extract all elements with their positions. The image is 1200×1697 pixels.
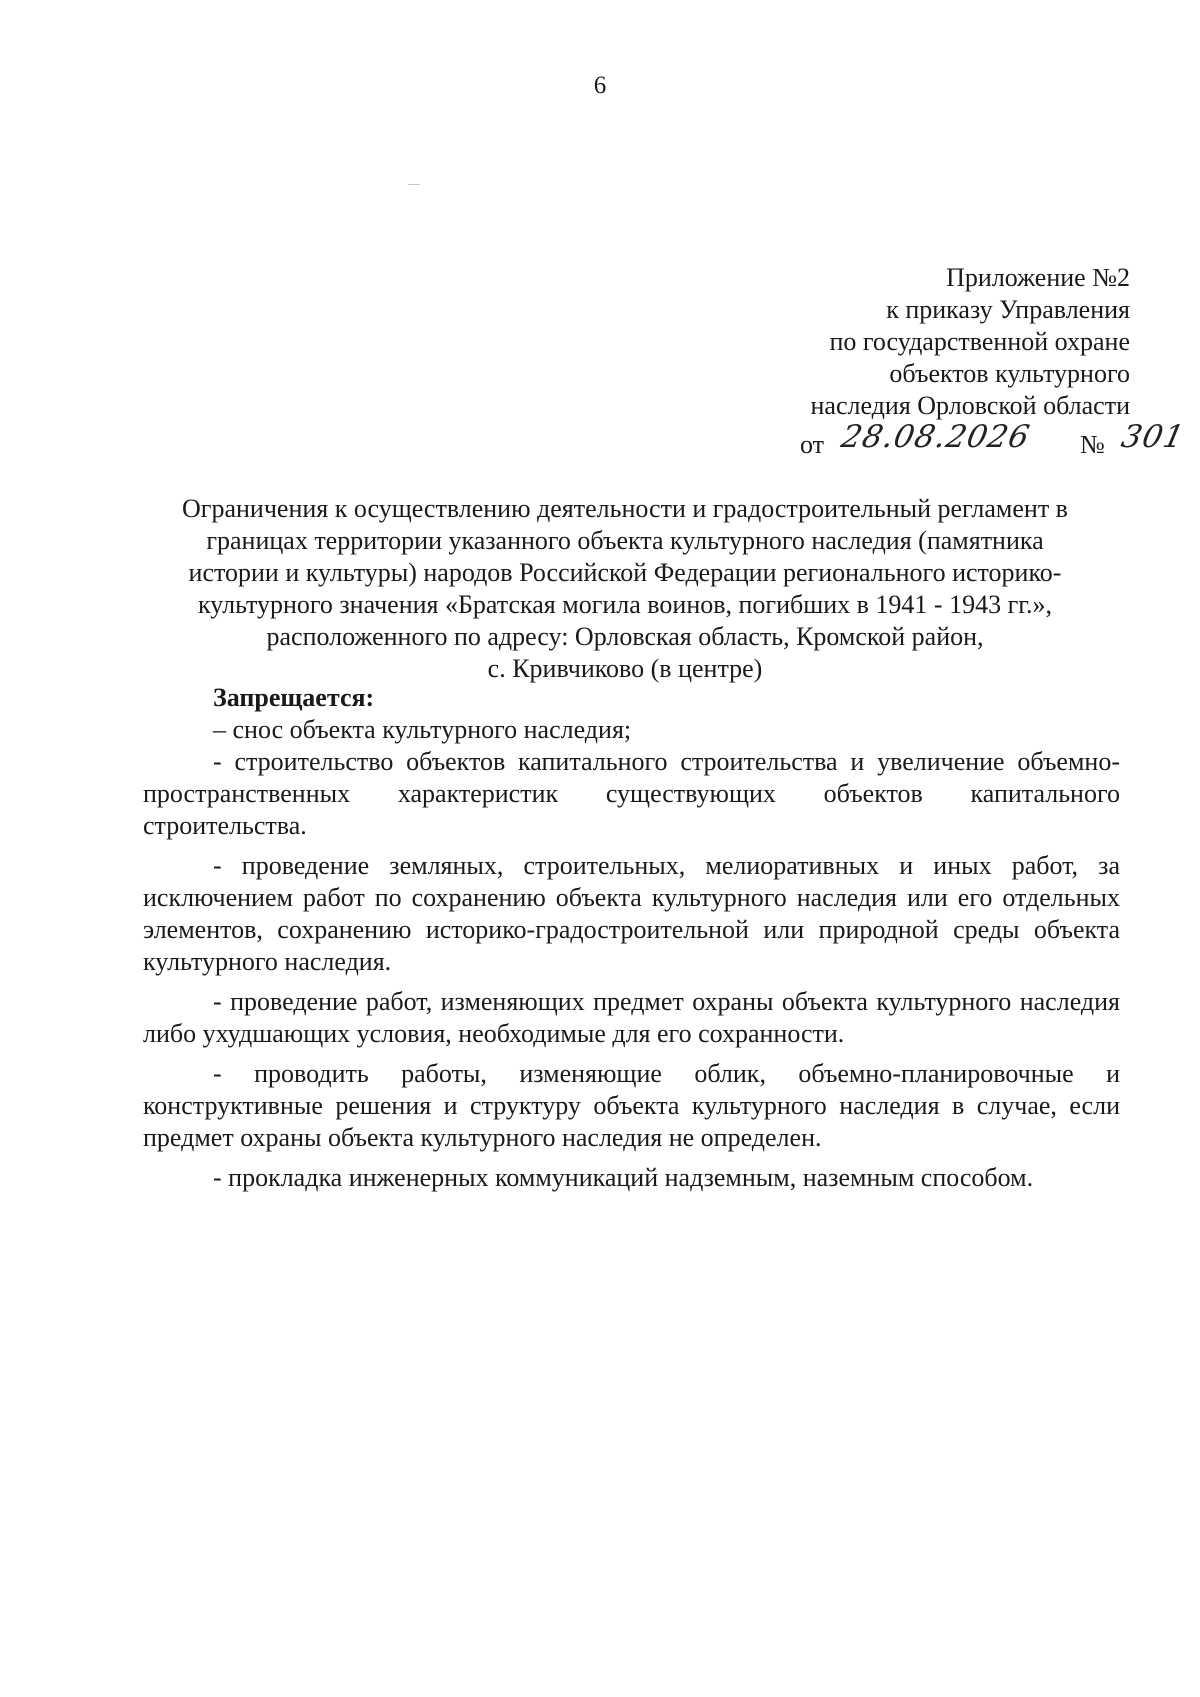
scan-artifact bbox=[408, 184, 420, 185]
number-prefix: № bbox=[1080, 430, 1105, 459]
appendix-line: по государственной охране bbox=[829, 327, 1130, 356]
document-title bbox=[130, 493, 1120, 685]
appendix-line: к приказу Управления bbox=[886, 295, 1130, 324]
date-prefix: от bbox=[800, 430, 825, 459]
title-line: с. Кривчиково (в центре) bbox=[487, 654, 763, 683]
prohibition-item: - проведение земляных, строительных, мелиоративных и иных работ, за исключением работ по сохранению объекта культурного наследия или его отдельных элементов, сохранению историко-градостроительной или природной среды объекта культурного наследия. bbox=[143, 851, 1120, 976]
handwritten-date: 28.08.2026 bbox=[838, 419, 1034, 455]
prohibition-item: - строительство объектов капитального строительства и увеличение объемно-пространственных характеристик существующих объектов капитального строительства. bbox=[143, 747, 1120, 840]
appendix-line: наследия Орловской области bbox=[810, 391, 1130, 420]
appendix-block bbox=[811, 262, 1130, 422]
title-line: культурного значения «Братская могила воинов, погибших в 1941 - 1943 гг.», bbox=[198, 590, 1052, 619]
prohibition-item: - прокладка инженерных коммуникаций надземным, наземным способом. bbox=[213, 1163, 1034, 1192]
handwritten-number: 301 bbox=[1118, 419, 1188, 455]
page-number: 6 bbox=[593, 72, 607, 99]
title-line: Ограничения к осуществлению деятельности и градостроительный регламент в bbox=[182, 494, 1068, 523]
title-line: расположенного по адресу: Орловская область, Кромской район, bbox=[266, 622, 984, 651]
prohibition-item: - проводить работы, изменяющие облик, объемно-планировочные и конструктивные решения и структуру объекта культурного наследия в случае, если предмет охраны объекта культурного наследия не определен. bbox=[143, 1059, 1120, 1152]
order-date-number bbox=[800, 419, 1188, 465]
title-line: истории и культуры) народов Российской Федерации регионального историко- bbox=[188, 558, 1062, 587]
prohibition-item: – снос объекта культурного наследия; bbox=[213, 715, 632, 744]
appendix-line: Приложение №2 bbox=[946, 263, 1130, 292]
appendix-line: объектов культурного bbox=[889, 359, 1130, 388]
prohibited-heading: Запрещается: bbox=[213, 683, 375, 712]
prohibition-item: - проведение работ, изменяющих предмет охраны объекта культурного наследия либо ухудшающих условия, необходимые для его сохранности. bbox=[143, 987, 1120, 1048]
title-line: границах территории указанного объекта культурного наследия (памятника bbox=[206, 526, 1044, 555]
prohibitions-section bbox=[143, 682, 1120, 1194]
